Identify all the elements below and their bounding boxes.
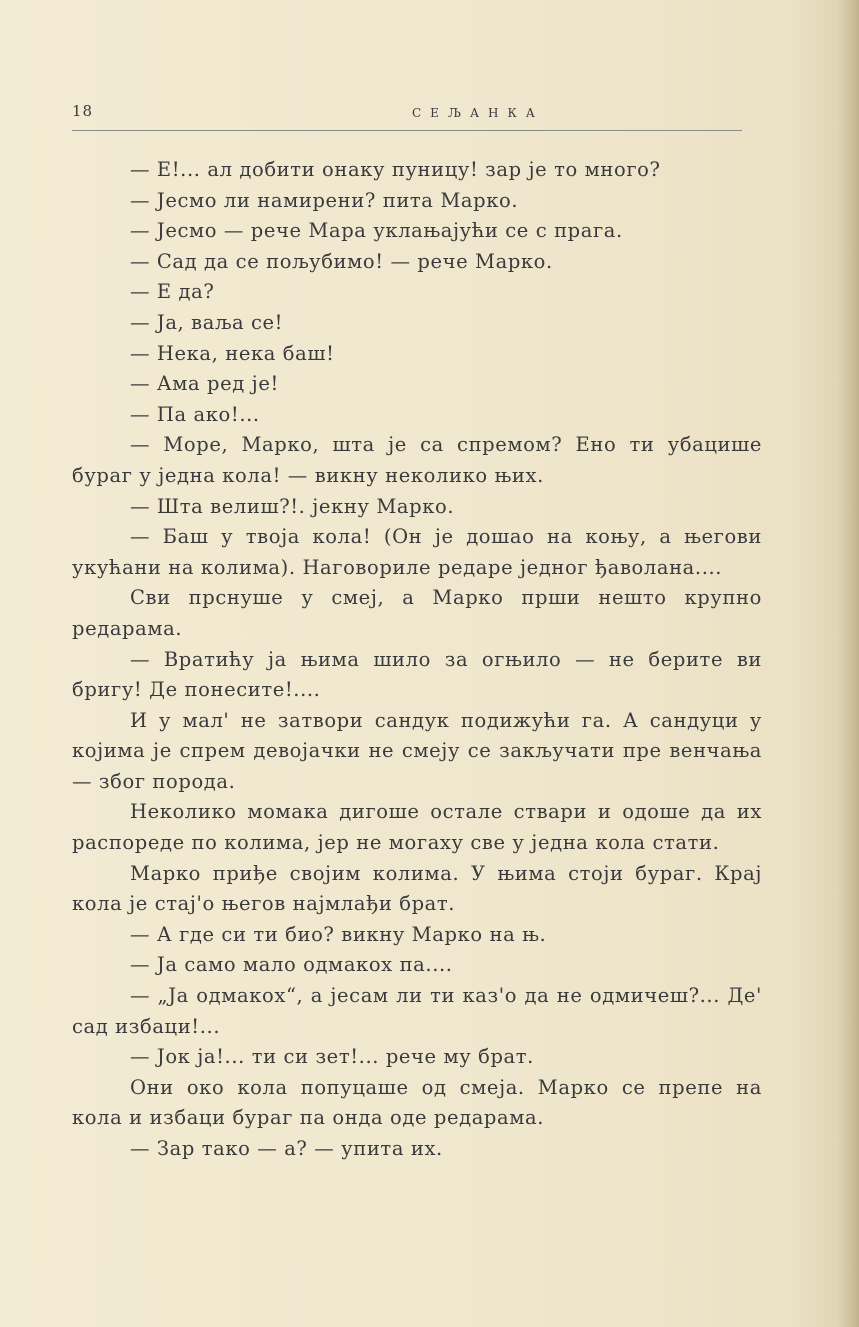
paragraph: — Јок ја!... ти си зет!... рече му брат. <box>130 1045 534 1069</box>
paragraph: — Ја, ваља се! <box>130 310 284 334</box>
paragraph: — Море, Марко, шта је са спремом? Ено ти убацише бураг у једна кола! — викну неколико њих. <box>72 433 762 487</box>
page-header <box>72 100 742 131</box>
paragraph: Неколико момака дигоше остале ствари и одоше да их распореде по колима, јер не могаху све у једна кола стати. <box>72 800 762 855</box>
paragraph: — Зар тако — а? — упита их. <box>130 1137 443 1160</box>
paragraph: И у мал' не затвори сандук подижући га. А сандуци у којима је спрем девојачки не смеју се закључати пре венчања — због порода. <box>72 708 762 793</box>
paragraph: — Јесмо — рече Мара уклањајући се с прага. <box>130 219 623 243</box>
paragraph: Сви прснуше у смеј, а Марко прши нешто крупно редарама. <box>72 586 762 640</box>
paragraph: — Па ако!... <box>130 402 260 426</box>
paragraph: — Е да? <box>130 280 215 304</box>
paragraph: — „Ја одмакох“, а јесам ли ти каз'о да не одмичеш?... Де' сад избаци!... <box>72 984 762 1038</box>
paragraph: — Ја само мало одмакох па.... <box>130 953 453 977</box>
page-number: 18 <box>72 102 94 120</box>
body-text <box>72 155 762 1165</box>
running-title: СЕЉАНКА <box>412 106 544 120</box>
paragraph: Марко приђе својим колима. У њима стоји бураг. Крај кола је стај'о његов најмлађи брат. <box>72 861 762 916</box>
paragraph: — Нека, нека баш! <box>130 341 335 365</box>
paragraph: — Е!... ал добити онаку пуницу! зар је то много? <box>130 158 661 181</box>
paragraph: — Баш у твоја кола! (Он је дошао на коњу, а његови укућани на колима). Наговориле редаре једног ђаволана.... <box>72 525 762 579</box>
paragraph: — А где си ти био? викну Марко на њ. <box>130 922 547 946</box>
paragraph: — Шта велиш?!. јекну Марко. <box>130 494 455 518</box>
paragraph: — Сад да се пољубимо! — рече Марко. <box>130 249 553 273</box>
paragraph: Они око кола попуцаше од смеја. Марко се препе на кола и избаци бураг па онда оде редарама. <box>72 1075 762 1130</box>
paragraph: — Јесмо ли намирени? пита Марко. <box>130 188 519 212</box>
paragraph: — Вратићу ја њима шило за огњило — не берите ви бригу! Де понесите!.... <box>72 647 762 702</box>
page-edge-shadow <box>837 0 859 1327</box>
paragraph: — Ама ред је! <box>130 372 279 396</box>
